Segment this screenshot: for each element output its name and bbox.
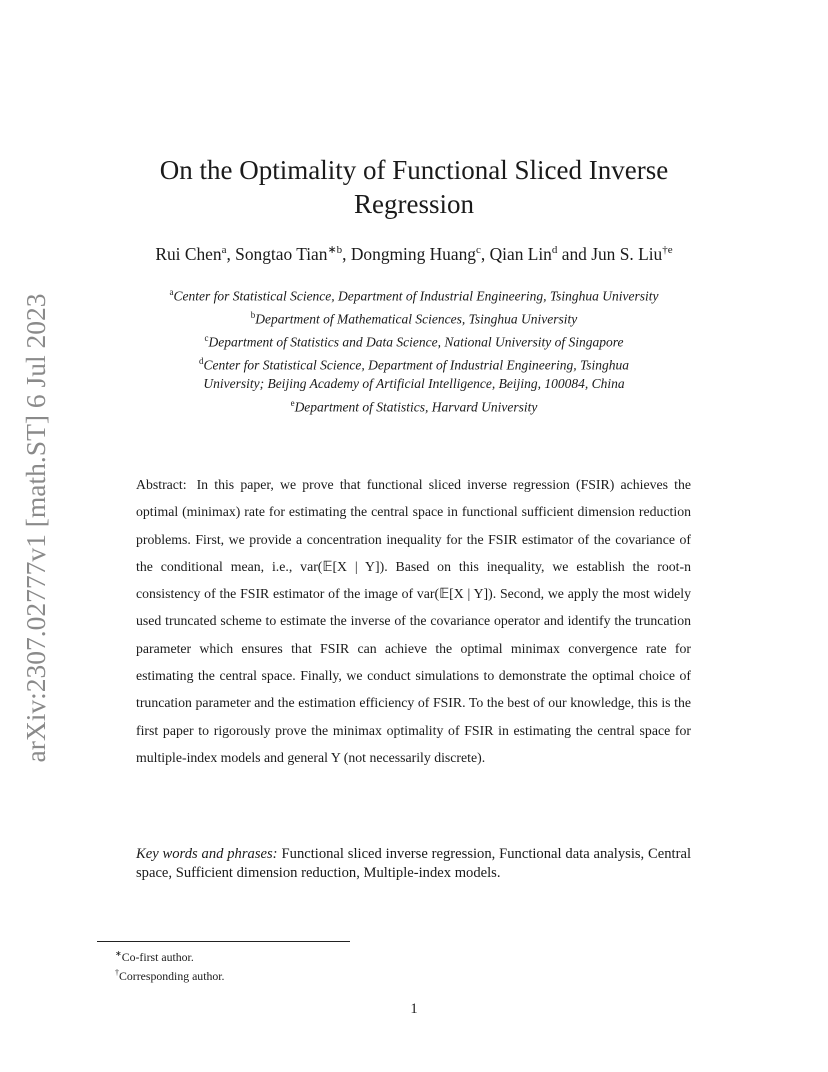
affiliation-text: Department of Statistics and Data Science, National University of Singapore [208, 334, 624, 350]
paper-title [0, 153, 828, 221]
title-line: Regression [354, 189, 474, 219]
affiliation-list [0, 283, 828, 417]
affiliation [0, 375, 828, 394]
affiliation-text: Department of Mathematical Sciences, Tsinghua University [255, 311, 578, 327]
affiliation [0, 283, 828, 306]
footnote-divider [97, 941, 350, 942]
footnote [115, 965, 225, 984]
affiliation [0, 352, 828, 375]
keywords-label: Key words and phrases: [136, 846, 278, 862]
abstract [136, 471, 691, 771]
affiliation-text: University; Beijing Academy of Artificial Intelligence, Beijing, 100084, China [203, 376, 625, 391]
footnote-text: Co-first author. [121, 949, 194, 964]
affiliation [0, 394, 828, 417]
author-mark: †e [662, 244, 673, 256]
author-list [0, 243, 828, 265]
footnotes [115, 946, 225, 984]
page-number: 1 [410, 1001, 418, 1017]
author-name: Rui Chen [155, 243, 222, 264]
footnote-mark: † [115, 967, 119, 977]
affiliation-text: Department of Statistics, Harvard University [294, 399, 538, 414]
author-separator: , [226, 243, 236, 264]
affiliation-mark: e [290, 397, 295, 408]
affiliation-mark: c [204, 333, 209, 343]
affiliation-text: Center for Statistical Science, Department of Industrial Engineering, Tsinghua University [173, 288, 659, 304]
abstract-label: Abstract: [136, 477, 187, 492]
keywords-text: Functional sliced inverse regression, Functional data analysis, Central space, Sufficient dimension reduction, Multiple-index models. [136, 846, 692, 881]
author-mark: ∗b [327, 244, 343, 256]
author-name: Songtao Tian [235, 243, 328, 264]
keywords [136, 845, 691, 883]
affiliation-mark: b [250, 310, 256, 320]
author-separator: , [342, 243, 351, 264]
affiliation-text: Center for Statistical Science, Department of Industrial Engineering, Tsinghua [203, 357, 629, 373]
author-mark: a [221, 244, 227, 256]
affiliation [0, 306, 828, 329]
footnote [115, 946, 225, 965]
author-separator: , [480, 243, 490, 264]
author-mark: c [475, 244, 481, 256]
abstract-text: In this paper, we prove that functional sliced inverse regression (FSIR) achieves the optimal (minimax) rate for estimating the central space in functional sufficient dimension reduction problems. First, we provide a concentration inequality for the FSIR estimator of the covariance of the conditional mean, i.e., var(𝔼[X | Y]). Based on this inequality, we establish the root-n consistency of the FSIR estimator of the image of var(𝔼[X | Y]). Second, we apply the most widely used truncated scheme to estimate the inverse of the covariance operator and identify the truncation parameter which ensures that FSIR can achieve the optimal minimax convergence rate for estimating the central space. Finally, we conduct simulations to demonstrate the optimal choice of truncation parameter and the estimation efficiency of FSIR. To the best of our knowledge, this is the first paper to rigorously prove the minimax optimality of FSIR in estimating the central space for multiple-index models and general Y (not necessarily discrete). [136, 477, 691, 765]
title-line: On the Optimality of Functional Sliced Inverse [159, 155, 669, 185]
affiliation-mark: a [169, 287, 174, 297]
author-name: Qian Lin [489, 243, 552, 264]
author-name: Jun S. Liu [591, 243, 663, 264]
footnote-mark: ∗ [115, 949, 122, 958]
arxiv-identifier: arXiv:2307.02777v1 [math.ST] 6 Jul 2023 [20, 293, 51, 763]
author-separator: and [557, 243, 592, 264]
author-name: Dongming Huang [350, 243, 476, 264]
footnote-text: Corresponding author. [119, 968, 225, 983]
affiliation [0, 329, 828, 352]
author-mark: d [551, 244, 558, 256]
affiliation-mark: d [199, 356, 204, 366]
